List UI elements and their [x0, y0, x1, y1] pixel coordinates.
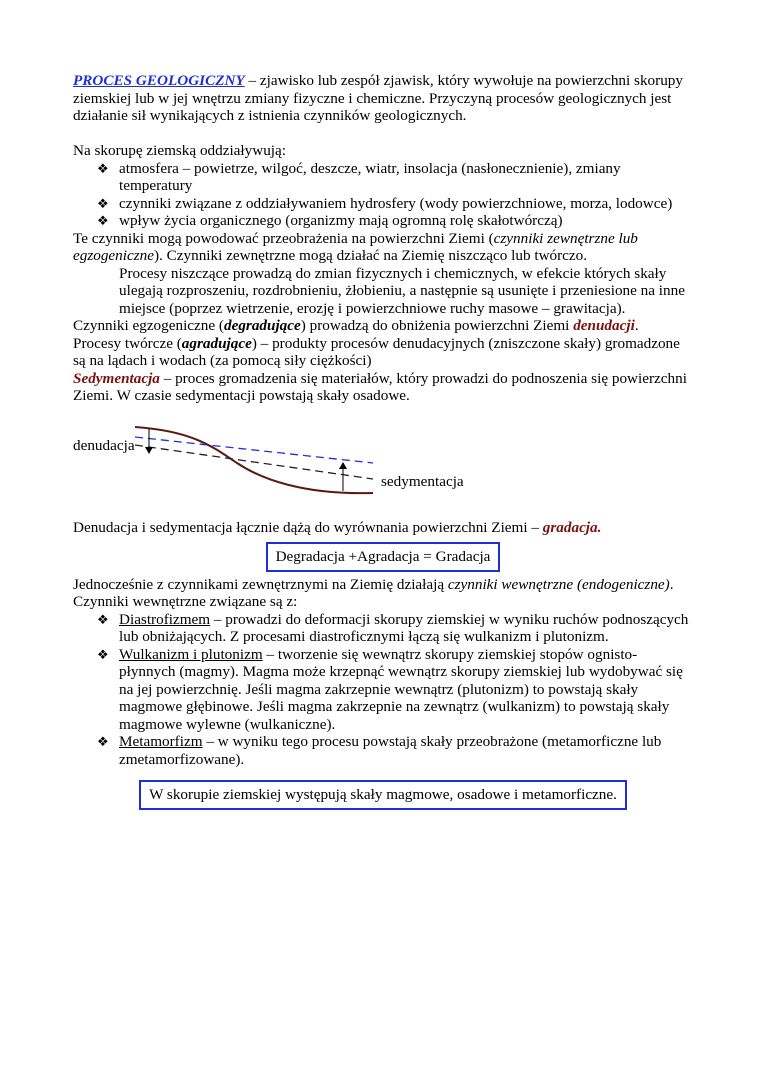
external-factors-paragraph: Te czynniki mogą powodować przeobrażenia na powierzchni Ziemi (czynniki zewnętrzne lub egzogeniczne). Czynniki zewnętrzne mogą działać na Ziemię niszcząco lub twórczo. [73, 229, 638, 264]
gradation-paragraph: Denudacja i sedymentacja łącznie dążą do wyrównania powierzchni Ziemi – gradacja. [73, 518, 602, 536]
intro-paragraph: PROCES GEOLOGICZNY – zjawisko lub zespół zjawisk, który wywołuje na powierzchni skorupy ziemskiej lub w jej wnętrzu zmiany fizyczne i chemiczne. Przyczyną procesów geologicznych jest działanie sił wynikających z istnienia czynników geologicznych. [73, 72, 683, 124]
list-item: ❖ Wulkanizm i plutonizm – tworzenie się wewnątrz skorupy ziemskiej stopów ognisto-płynnych (magmy). Magma może krzepnąć wewnątrz skorupy ziemskiej lub wydobywać się na jej powierzchnię. Jeśli magma zakrzepnie wewnątrz (plutonizm) to powstają skały magmowe głębinowe. Jeśli magma zakrzepnie na zewnątrz (wulkanizm) to powstają skały magmowe wylewne (wulkaniczne). [97, 645, 683, 733]
internal-factors-paragraph: Jednocześnie z czynnikami zewnętrznymi na Ziemię działają czynniki wewnętrzne (endogeniczne). [73, 575, 674, 593]
diamond-bullet-icon: ❖ [97, 213, 109, 228]
internal-factors-list [73, 611, 693, 769]
list-item: ❖ wpływ życia organicznego (organizmy mają ogromną rolę skałotwórczą) [97, 212, 563, 229]
factors-heading: Na skorupę ziemską oddziaływują: [73, 142, 286, 159]
agradation-paragraph: Procesy twórcze (agradujące) – produkty procesów denudacyjnych (zniszczone skały) gromadzone są na lądach i wodach (za pomocą siły ciężkości) [73, 334, 680, 369]
list-item: ❖ Metamorfizm – w wyniku tego procesu powstają skały przeobrażone (metamorficzne lub zmetamorfizowane). [97, 733, 662, 768]
sedimentation-label: sedymentacja [381, 472, 464, 490]
denudation-label: denudacja [73, 436, 135, 454]
diamond-bullet-icon: ❖ [97, 160, 109, 176]
diamond-bullet-icon: ❖ [97, 195, 109, 211]
formula-box-wrap [73, 542, 693, 572]
summary-box: W skorupie ziemskiej występują skały magmowe, osadowe i metamorficzne. [139, 780, 627, 810]
list-item: ❖ czynniki związane z oddziaływaniem hydrosfery (wody powierzchniowe, morza, lodowce) [97, 194, 673, 212]
diamond-bullet-icon: ❖ [97, 646, 109, 662]
denudation-sedimentation-diagram [73, 423, 693, 519]
gradation-formula-box: Degradacja +Agradacja = Gradacja [266, 542, 501, 572]
summary-box-wrap [73, 780, 693, 810]
slope-profile-figure [133, 423, 383, 503]
diamond-bullet-icon: ❖ [97, 734, 109, 749]
diamond-bullet-icon: ❖ [97, 611, 109, 627]
degradation-paragraph: Czynniki egzogeniczne (degradujące) prowadzą do obniżenia powierzchni Ziemi denudacji. [73, 317, 639, 334]
internal-factors-intro: Czynniki wewnętrzne związane są z: [73, 593, 298, 610]
destructive-processes-paragraph: Procesy niszczące prowadzą do zmian fizycznych i chemicznych, w efekcie których skały ulegają rozproszeniu, rozdrobnieniu, żłobieniu, a następnie są usunięte i przeniesione na inne miejsce (poprzez wietrzenie, erozję i powierzchniowe ruchy masowe – grawitacja). [119, 264, 685, 317]
sedimentation-paragraph: Sedymentacja – proces gromadzenia się materiałów, który prowadzi do podnoszenia się powierzchni Ziemi. W czasie sedymentacji powstają skały osadowe. [73, 369, 687, 404]
factors-list [73, 160, 693, 230]
list-item: ❖ atmosfera – powietrze, wilgoć, deszcze, wiatr, insolacja (nasłonecznienie), zmiany temperatury [97, 159, 621, 194]
proces-geologiczny-link[interactable]: PROCES GEOLOGICZNY [73, 72, 245, 89]
document-page [73, 72, 693, 810]
list-item: ❖ Diastrofizmem – prowadzi do deformacji skorupy ziemskiej w wyniku ruchów podnoszących lub obniżających. Z procesami diastroficznymi łączą się wulkanizm i plutonizm. [97, 610, 689, 645]
